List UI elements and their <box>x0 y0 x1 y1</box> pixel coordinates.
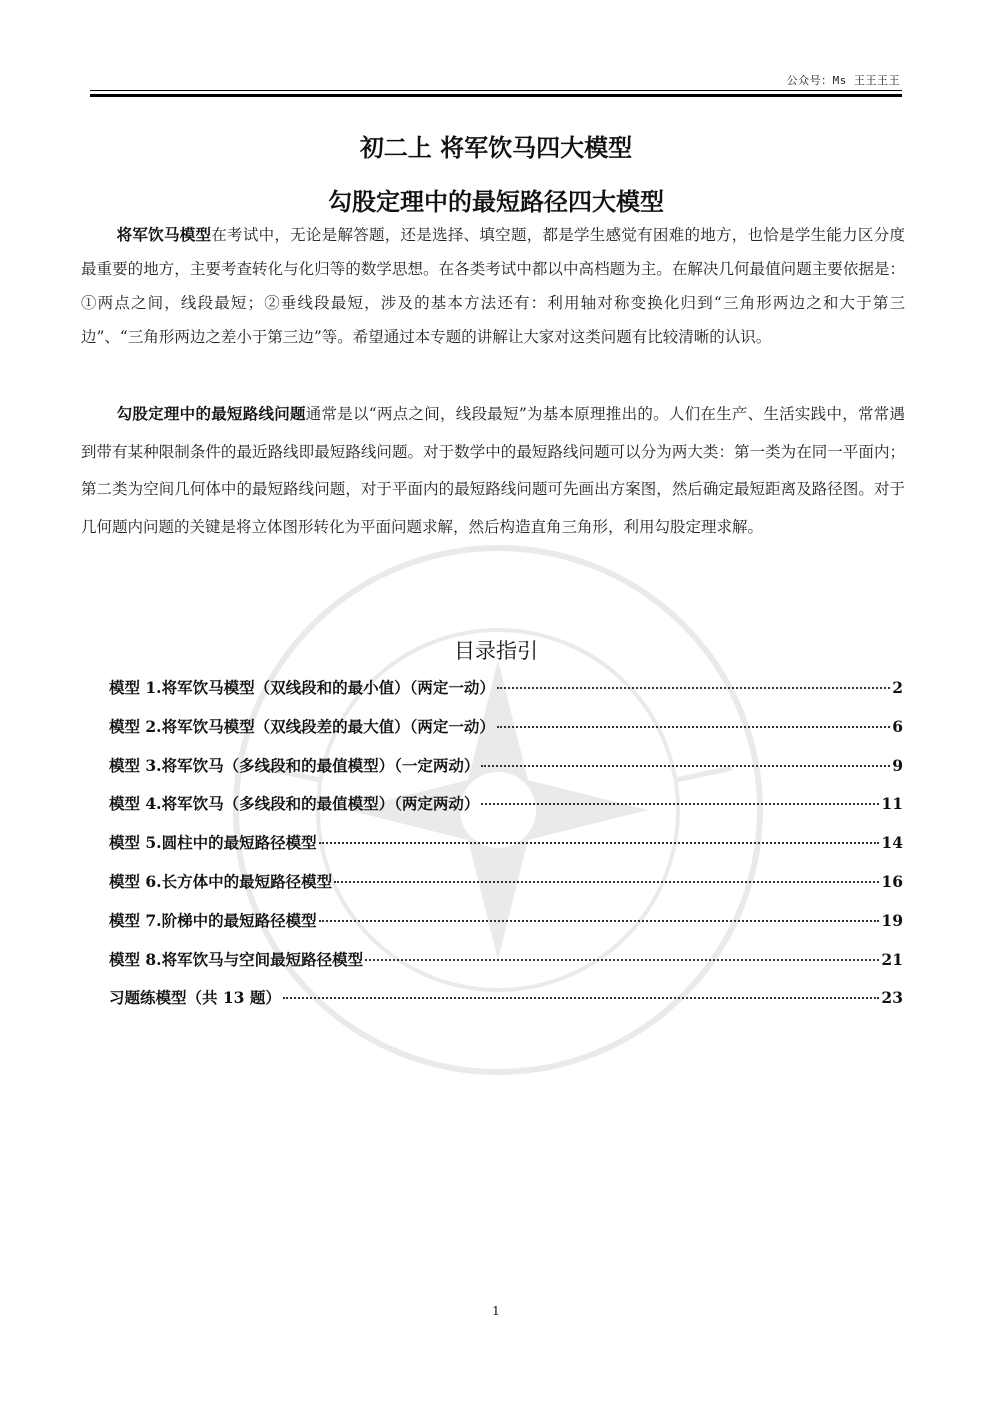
toc-item-page: 19 <box>881 910 903 930</box>
toc-item[interactable] <box>109 754 903 793</box>
toc-item-label: 模型 8.将军饮马与空间最短路径模型 <box>109 949 364 969</box>
toc-leader-dots <box>319 842 880 844</box>
intro-body: 在考试中，无论是解答题，还是选择、填空题，都是学生感觉有困难的地方，也恰是学生能力区分度最重要的地方，主要考查转化与化归等的数学思想。在各类考试中都以中高档题为主。在解决几何最值问题主要依据是：①两点之间，线段最短；②垂线段最短，涉及的基本方法还有：利用轴对称变换化归到“三角形两边之和大于第三边”、“三角形两边之差小于第三边”等。希望通过本专题的讲解让大家对这类问题有比较清晰的认识。 <box>81 226 905 346</box>
toc-item-label: 模型 1.将军饮马模型（双线段和的最小值）（两定一动） <box>109 678 495 697</box>
toc-item-label: 模型 2.将军饮马模型（双线段差的最大值）（两定一动） <box>109 716 495 736</box>
toc-leader-dots <box>319 920 880 922</box>
toc-leader-dots <box>283 997 880 999</box>
sub-title: 勾股定理中的最短路径四大模型 <box>328 188 664 216</box>
toc-item-page: 11 <box>881 794 903 814</box>
header-rule-thin <box>90 90 902 91</box>
toc-item-label: 模型 5.圆柱中的最短路径模型 <box>109 833 317 853</box>
intro-paragraph <box>81 218 905 354</box>
toc-item-label: 习题练模型（共 13 题） <box>109 988 281 1008</box>
intro-lead: 将军饮马模型 <box>116 226 212 244</box>
toc-leader-dots <box>497 687 890 689</box>
toc-item-label: 模型 3.将军饮马（多线段和的最值模型）（一定两动） <box>109 755 480 775</box>
toc-item[interactable] <box>109 870 903 909</box>
toc-item-label: 模型 6.长方体中的最短路径模型 <box>109 871 333 891</box>
toc-item[interactable] <box>109 792 903 831</box>
toc-item[interactable] <box>109 986 903 1025</box>
toc-item-page: 6 <box>892 716 903 736</box>
header-text: 公众号：Ms 王王王王 <box>786 74 900 87</box>
toc-item-label: 模型 7.阶梯中的最短路径模型 <box>109 910 317 930</box>
toc-item-page: 14 <box>881 833 903 853</box>
toc-leader-dots <box>497 726 890 728</box>
table-of-contents <box>109 676 903 1025</box>
shortest-path-lead: 勾股定理中的最短路线问题 <box>116 405 306 423</box>
toc-item-page: 2 <box>892 678 903 697</box>
toc-item-page: 23 <box>881 988 903 1008</box>
toc-leader-dots <box>334 881 879 883</box>
toc-item[interactable] <box>109 909 903 948</box>
main-title: 初二上 将军饮马四大模型 <box>359 134 633 162</box>
toc-item-label: 模型 4.将军饮马（多线段和的最值模型）（两定两动） <box>109 794 480 814</box>
toc-item[interactable] <box>109 715 903 754</box>
page-number: 1 <box>492 1304 500 1318</box>
shortest-path-body: 通常是以“两点之间，线段最短”为基本原理推出的。人们在生产、生活实践中，常常遇到带有某种限制条件的最近路线即最短路线问题。对于数学中的最短路线问题可以分为两大类：第一类为在同一平面内；第二类为空间几何体中的最短路线问题，对于平面内的最短路线问题可先画出方案图，然后确定最短距离及路径图。对于几何题内问题的关键是将立体图形转化为平面问题求解，然后构造直角三角形，利用勾股定理求解。 <box>81 405 905 536</box>
toc-leader-dots <box>365 959 879 961</box>
header-rule-thick <box>90 94 902 97</box>
toc-item-page: 21 <box>881 949 903 969</box>
toc-item[interactable] <box>109 676 903 715</box>
toc-item[interactable] <box>109 948 903 987</box>
toc-item[interactable] <box>109 831 903 870</box>
toc-leader-dots <box>481 803 879 805</box>
toc-leader-dots <box>481 765 890 767</box>
toc-item-page: 16 <box>881 871 903 891</box>
shortest-path-paragraph <box>81 396 905 546</box>
toc-item-page: 9 <box>892 755 903 775</box>
toc-heading: 目录指引 <box>454 639 538 663</box>
